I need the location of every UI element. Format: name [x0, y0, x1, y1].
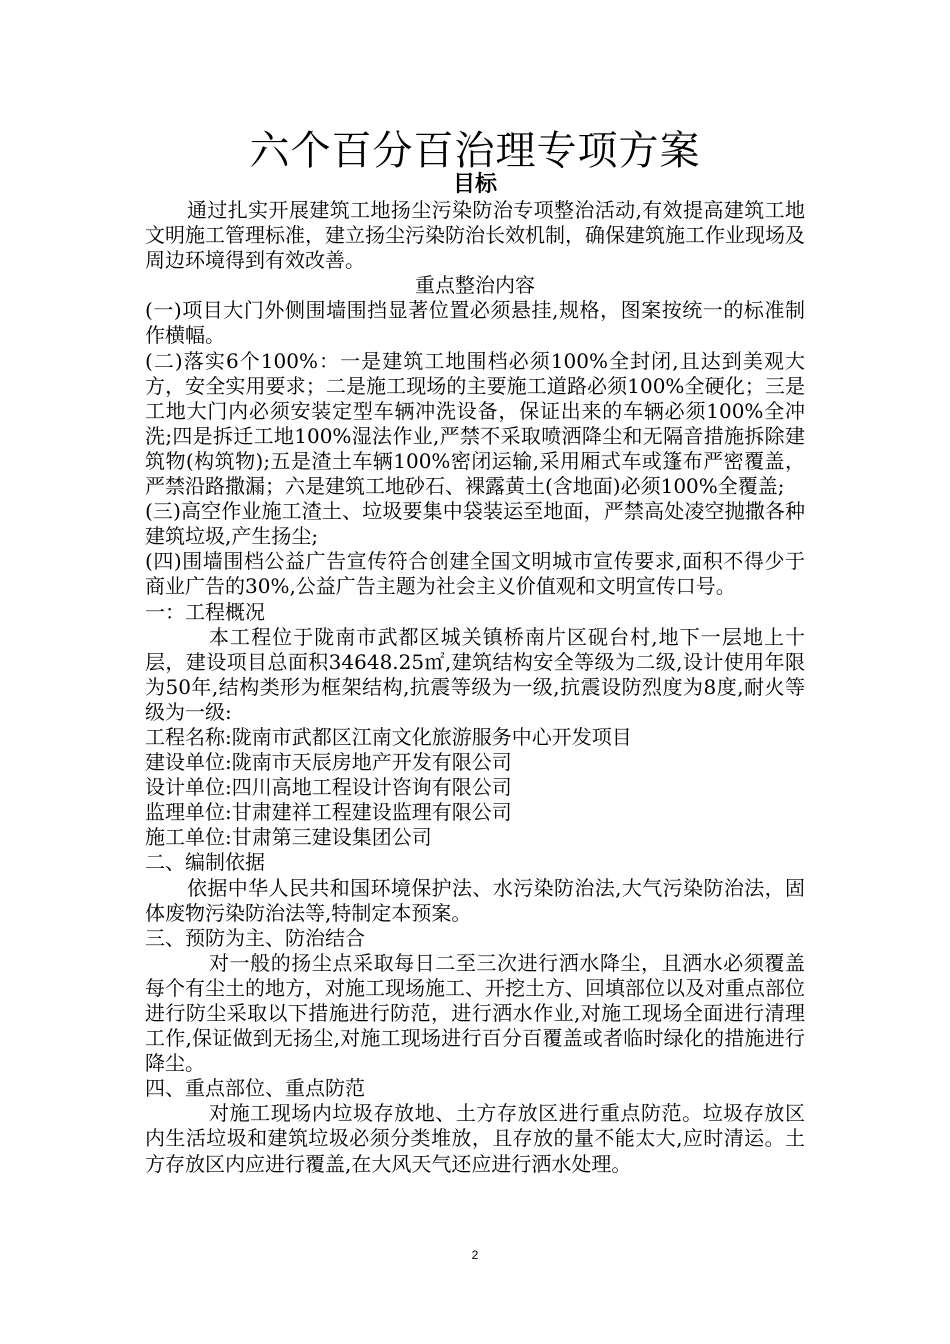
heading-key-areas: 四、重点部位、重点防范 — [145, 1076, 365, 1101]
page-number: 2 — [471, 1248, 479, 1262]
builder-line: 建设单位:陇南市天辰房地产开发有限公司 — [145, 750, 512, 775]
project-overview-paragraph: 本工程位于陇南市武都区城关镇桥南片区砚台村,地下一层地上十层，建设项目总面积34648.25㎡,建筑结构安全等级为二级,设计使用年限为50年,结构类形为框架结构,抗震等级为一级,抗震设防烈度为8度,耐火等级为一级: — [145, 624, 805, 724]
item-3: (三)高空作业施工渣土、垃圾要集中袋装运至地面，严禁高处凌空抛撒各种建筑垃圾,产生扬尘; — [145, 499, 805, 549]
designer-line: 设计单位:四川高地工程设计咨询有限公司 — [145, 775, 512, 800]
document-title: 六个百分百治理专项方案 — [249, 128, 701, 174]
supervisor-line: 监理单位:甘肃建祥工程建设监理有限公司 — [145, 800, 512, 825]
heading-basis: 二、编制依据 — [145, 850, 265, 875]
contractor-line: 施工单位:甘肃第三建设集团公司 — [145, 825, 432, 850]
heading-project-overview: 一：工程概况 — [145, 599, 265, 624]
key-areas-paragraph: 对施工现场内垃圾存放地、土方存放区进行重点防范。垃圾存放区内生活垃圾和建筑垃圾必须分类堆放，且存放的量不能太大,应时清运。土方存放区内应进行覆盖,在大风天气还应进行洒水处理。 — [145, 1101, 805, 1176]
item-2: (二)落实6个100%：一是建筑工地围档必须100%全封闭,且达到美观大方，安全实用要求；二是施工现场的主要施工道路必须100%全硬化；三是工地大门内必须安装定型车辆冲洗设备，保证出来的车辆必须100%全冲洗;四是拆迁工地100%湿法作业,严禁不采取喷洒降尘和无隔音措施拆除建筑物(构筑物);五是渣土车辆100%密闭运输,采用厢式车或篷布严密覆盖，严禁沿路撒漏；六是建筑工地砂石、裸露黄土(含地面)必须100%全覆盖; — [145, 348, 805, 499]
basis-paragraph: 依据中华人民共和国环境保护法、水污染防治法,大气污染防治法，固体废物污染防治法等,特制定本预案。 — [145, 875, 805, 925]
prevention-paragraph: 对一般的扬尘点采取每日二至三次进行洒水降尘，且洒水必须覆盖每个有尘土的地方，对施工现场施工、开挖土方、回填部位以及对重点部位进行防尘采取以下措施进行防范，进行洒水作业,对施工现场全面进行清理工作,保证做到无扬尘,对施工现场进行百分百覆盖或者临时绿化的措施进行降尘。 — [145, 950, 805, 1076]
document-body — [145, 198, 805, 1177]
project-name-line: 工程名称:陇南市武都区江南文化旅游服务中心开发项目 — [145, 724, 632, 749]
section-heading: 重点整治内容 — [415, 273, 535, 298]
document-subtitle: 目标 — [452, 172, 497, 197]
heading-prevention: 三、预防为主、防治结合 — [145, 925, 365, 950]
item-1: (一)项目大门外侧围墙围挡显著位置必须悬挂,规格，图案按统一的标准制作横幅。 — [145, 298, 805, 348]
item-4: (四)围墙围档公益广告宣传符合创建全国文明城市宣传要求,面积不得少于商业广告的30%,公益广告主题为社会主义价值观和文明宣传口号。 — [145, 549, 805, 599]
intro-paragraph: 通过扎实开展建筑工地扬尘污染防治专项整治活动,有效提高建筑工地文明施工管理标准，建立扬尘污染防治长效机制，确保建筑施工作业现场及周边环境得到有效改善。 — [145, 198, 805, 273]
